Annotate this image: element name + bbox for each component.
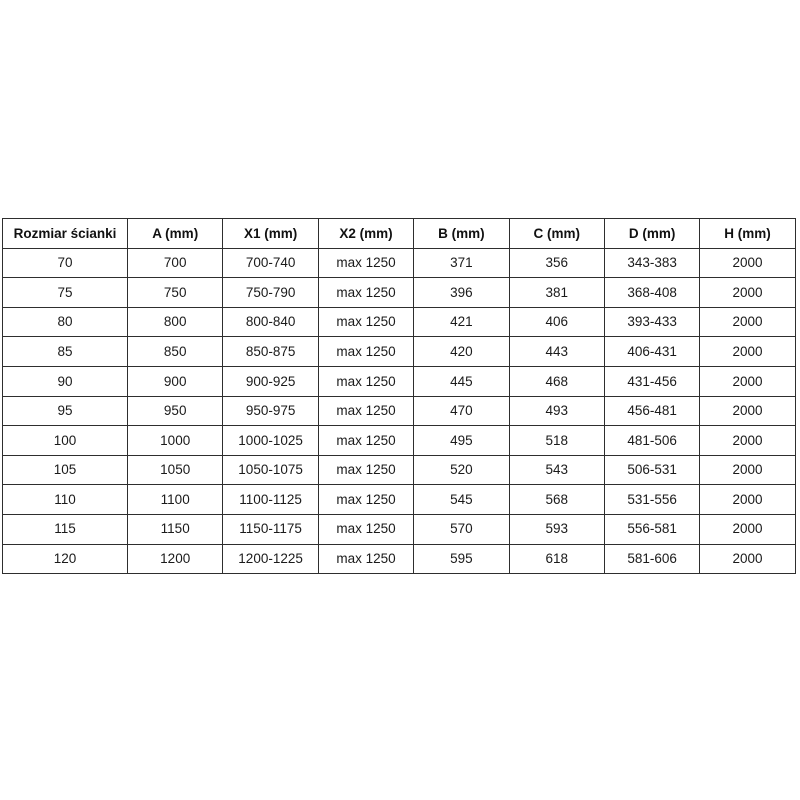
table-cell: max 1250 — [318, 366, 413, 396]
table-cell: 70 — [3, 248, 128, 278]
table-cell: 618 — [509, 544, 604, 574]
table-cell: 556-581 — [604, 514, 699, 544]
table-row — [3, 278, 796, 308]
table-cell: 495 — [414, 426, 509, 456]
table-cell: 115 — [3, 514, 128, 544]
table-cell: 120 — [3, 544, 128, 574]
table-cell: 356 — [509, 248, 604, 278]
table-cell: 493 — [509, 396, 604, 426]
table-cell: 456-481 — [604, 396, 699, 426]
table-row — [3, 544, 796, 574]
table-cell: 900 — [128, 366, 223, 396]
table-cell: 595 — [414, 544, 509, 574]
table-cell: 393-433 — [604, 307, 699, 337]
table-cell: 468 — [509, 366, 604, 396]
table-cell: 1200 — [128, 544, 223, 574]
column-header: C (mm) — [509, 219, 604, 249]
table-row — [3, 337, 796, 367]
table-cell: 1050 — [128, 455, 223, 485]
table-cell: max 1250 — [318, 396, 413, 426]
table-body — [3, 248, 796, 574]
table-cell: 1200-1225 — [223, 544, 318, 574]
table-cell: 381 — [509, 278, 604, 308]
table-cell: 105 — [3, 455, 128, 485]
table-cell: 110 — [3, 485, 128, 515]
table-cell: 2000 — [700, 485, 795, 515]
table-cell: 568 — [509, 485, 604, 515]
table-cell: 2000 — [700, 337, 795, 367]
table-cell: 850 — [128, 337, 223, 367]
table-cell: 545 — [414, 485, 509, 515]
table-cell: 2000 — [700, 278, 795, 308]
table-cell: 900-925 — [223, 366, 318, 396]
table-cell: 343-383 — [604, 248, 699, 278]
table-cell: 750 — [128, 278, 223, 308]
table-row — [3, 307, 796, 337]
table-cell: 443 — [509, 337, 604, 367]
table-cell: 950 — [128, 396, 223, 426]
table-cell: 2000 — [700, 396, 795, 426]
table-cell: max 1250 — [318, 544, 413, 574]
table-cell: 368-408 — [604, 278, 699, 308]
table-cell: 1000-1025 — [223, 426, 318, 456]
table-cell: 85 — [3, 337, 128, 367]
table-cell: 431-456 — [604, 366, 699, 396]
column-header: D (mm) — [604, 219, 699, 249]
table-cell: max 1250 — [318, 307, 413, 337]
table-cell: 100 — [3, 426, 128, 456]
table-cell: 2000 — [700, 248, 795, 278]
column-header: X2 (mm) — [318, 219, 413, 249]
table-cell: 80 — [3, 307, 128, 337]
header-row — [3, 219, 796, 249]
table-cell: 2000 — [700, 366, 795, 396]
column-header: B (mm) — [414, 219, 509, 249]
size-spec-table — [2, 218, 796, 574]
table-cell: 1100 — [128, 485, 223, 515]
table-row — [3, 248, 796, 278]
table-cell: 2000 — [700, 514, 795, 544]
table-cell: 750-790 — [223, 278, 318, 308]
table-row — [3, 426, 796, 456]
table-cell: 700 — [128, 248, 223, 278]
table-cell: 581-606 — [604, 544, 699, 574]
table-row — [3, 514, 796, 544]
table-cell: max 1250 — [318, 278, 413, 308]
table-cell: 420 — [414, 337, 509, 367]
table-cell: 371 — [414, 248, 509, 278]
table-cell: 1150 — [128, 514, 223, 544]
table-cell: 396 — [414, 278, 509, 308]
table-cell: max 1250 — [318, 337, 413, 367]
column-header: Rozmiar ścianki — [3, 219, 128, 249]
table-cell: 518 — [509, 426, 604, 456]
table-cell: 2000 — [700, 544, 795, 574]
table-cell: max 1250 — [318, 514, 413, 544]
table-cell: max 1250 — [318, 455, 413, 485]
table-cell: 850-875 — [223, 337, 318, 367]
table-cell: 90 — [3, 366, 128, 396]
table-cell: 543 — [509, 455, 604, 485]
table-cell: 95 — [3, 396, 128, 426]
table-cell: 570 — [414, 514, 509, 544]
table-cell: 1000 — [128, 426, 223, 456]
table-cell: 2000 — [700, 426, 795, 456]
column-header: A (mm) — [128, 219, 223, 249]
table-cell: 2000 — [700, 455, 795, 485]
table-cell: max 1250 — [318, 426, 413, 456]
table-cell: 445 — [414, 366, 509, 396]
table-cell: 700-740 — [223, 248, 318, 278]
table-row — [3, 396, 796, 426]
table-cell: 531-556 — [604, 485, 699, 515]
table-cell: max 1250 — [318, 485, 413, 515]
table-cell: 506-531 — [604, 455, 699, 485]
table-cell: 406 — [509, 307, 604, 337]
table-cell: 1150-1175 — [223, 514, 318, 544]
column-header: H (mm) — [700, 219, 795, 249]
table-cell: 421 — [414, 307, 509, 337]
table-row — [3, 455, 796, 485]
table-cell: max 1250 — [318, 248, 413, 278]
table-cell: 800-840 — [223, 307, 318, 337]
table-cell: 1100-1125 — [223, 485, 318, 515]
table-cell: 520 — [414, 455, 509, 485]
table-cell: 950-975 — [223, 396, 318, 426]
table-cell: 481-506 — [604, 426, 699, 456]
table-cell: 1050-1075 — [223, 455, 318, 485]
table-cell: 75 — [3, 278, 128, 308]
table-row — [3, 485, 796, 515]
table-row — [3, 366, 796, 396]
table-cell: 593 — [509, 514, 604, 544]
table-cell: 2000 — [700, 307, 795, 337]
table-cell: 800 — [128, 307, 223, 337]
column-header: X1 (mm) — [223, 219, 318, 249]
table-cell: 406-431 — [604, 337, 699, 367]
table-cell: 470 — [414, 396, 509, 426]
